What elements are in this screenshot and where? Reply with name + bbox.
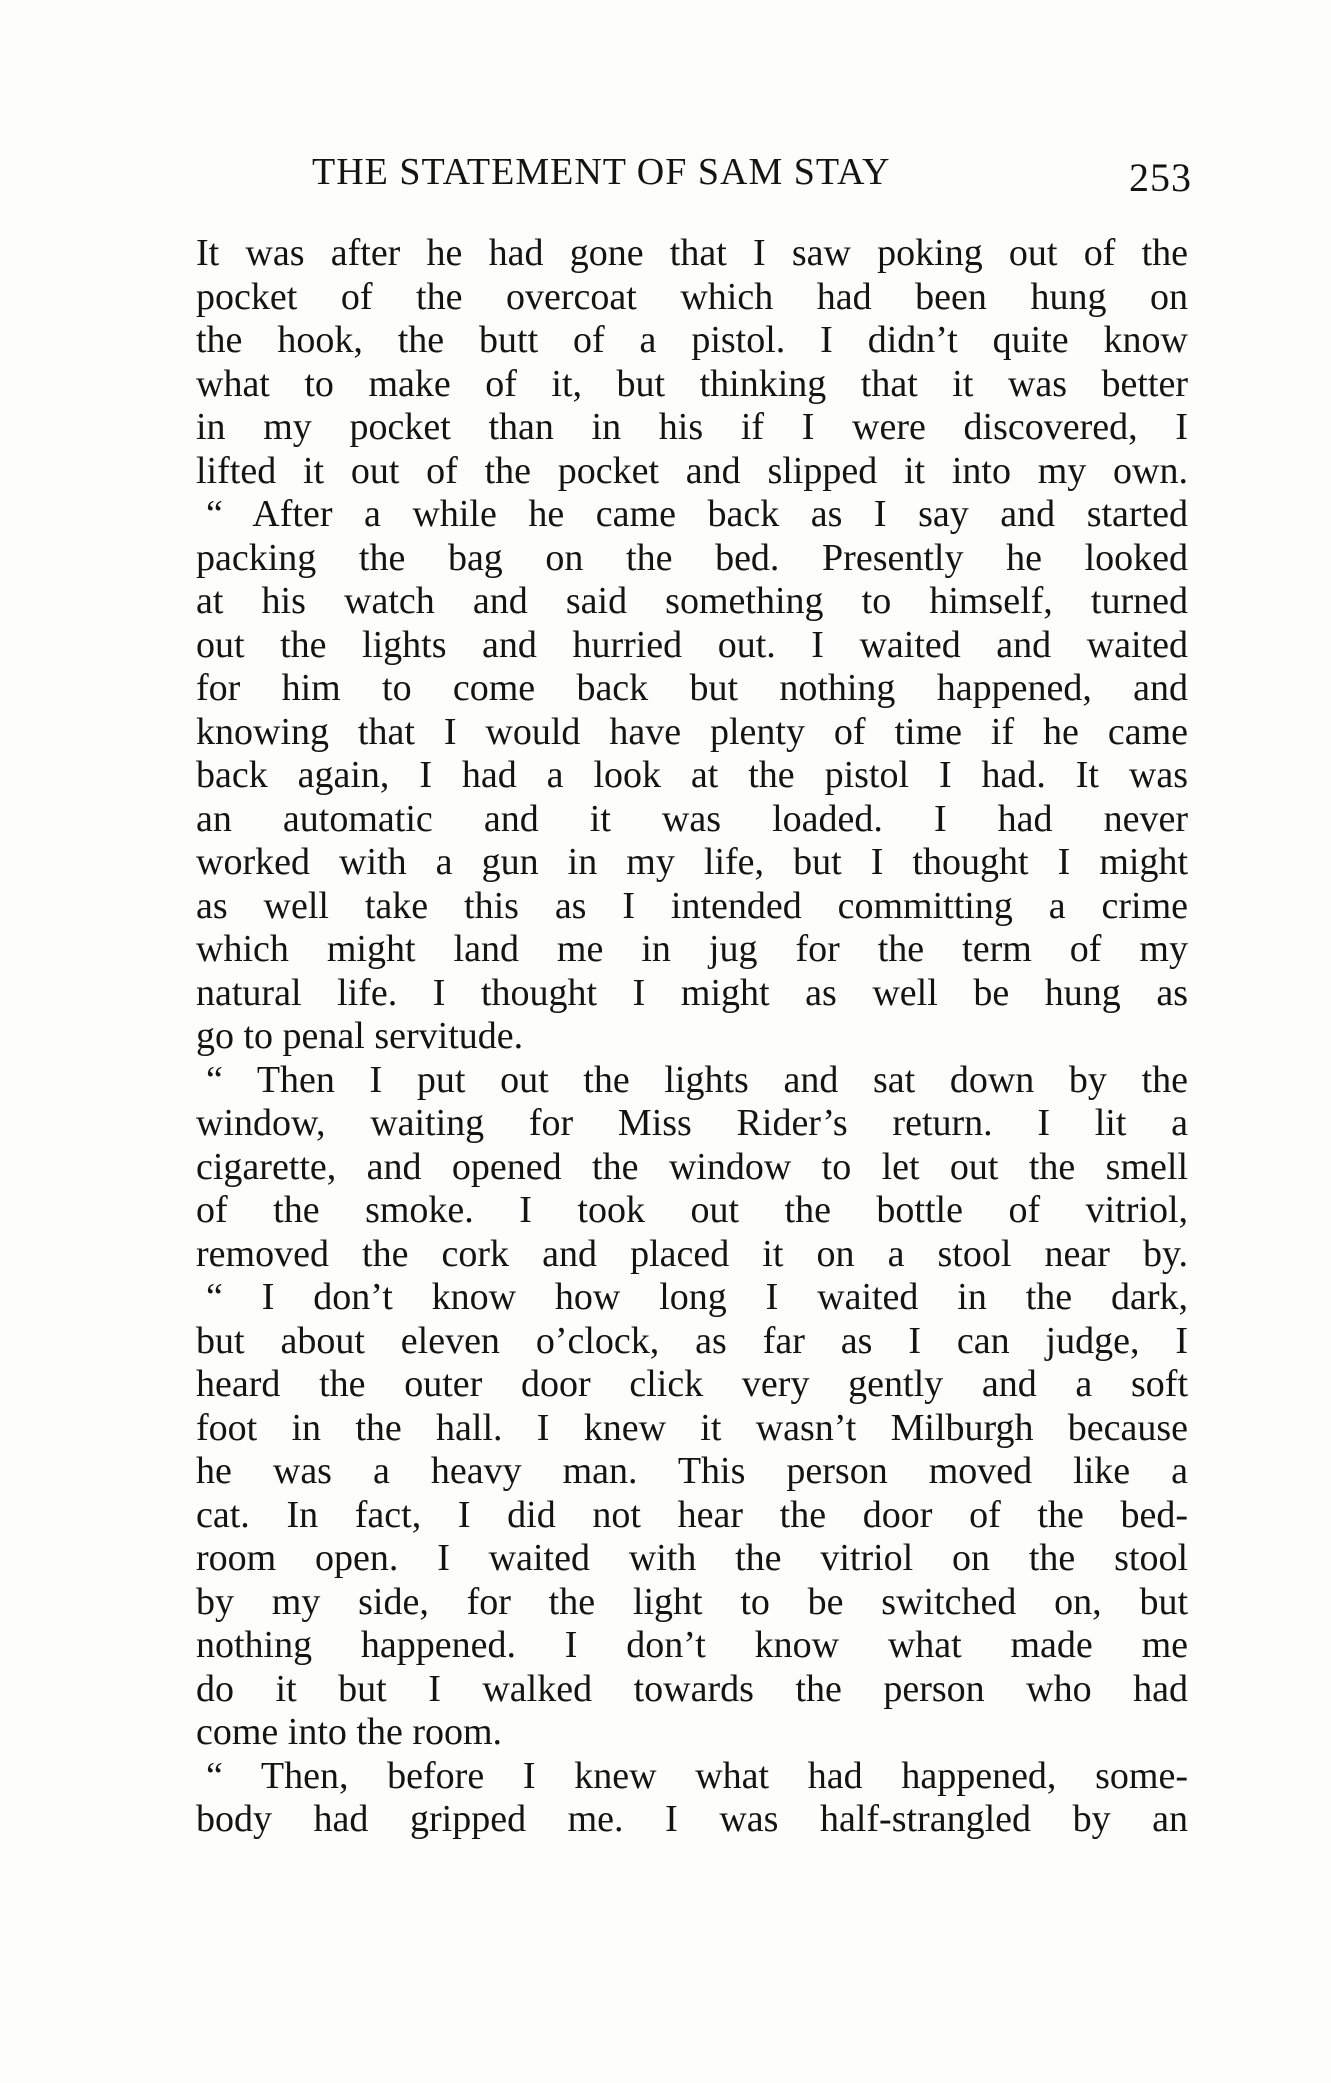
text-line: for him to come back but nothing happened, and — [196, 667, 1188, 709]
text-line: at his watch and said something to himself, turned — [196, 580, 1188, 622]
text-line: worked with a gun in my life, but I thought I might — [196, 841, 1188, 883]
text-line: It was after he had gone that I saw poking out of the — [196, 232, 1188, 274]
text-line: heard the outer door click very gently and a soft — [196, 1363, 1188, 1405]
text-line: back again, I had a look at the pistol I had. It was — [196, 754, 1188, 796]
text-line: “ Then I put out the lights and sat down by the — [206, 1058, 1188, 1101]
text-line: come into the room. — [196, 1711, 503, 1753]
text-line: an automatic and it was loaded. I had never — [196, 797, 1188, 840]
text-line: room open. I waited with the vitriol on the stool — [196, 1537, 1188, 1579]
text-line: removed the cork and placed it on a stool near by. — [196, 1232, 1188, 1275]
text-line: foot in the hall. I knew it wasn’t Milburgh because — [196, 1406, 1188, 1449]
text-line: cat. In fact, I did not hear the door of the bed- — [196, 1493, 1188, 1536]
text-line: he was a heavy man. This person moved like a — [196, 1450, 1188, 1492]
text-line: window, waiting for Miss Rider’s return. I lit a — [196, 1102, 1188, 1144]
page-number: 253 — [1129, 155, 1192, 200]
text-line: lifted it out of the pocket and slipped it into my own. — [196, 449, 1188, 492]
text-line: “ Then, before I knew what had happened, some- — [206, 1754, 1188, 1797]
text-line: cigarette, and opened the window to let out the smell — [196, 1145, 1188, 1188]
text-line: pocket of the overcoat which had been hung on — [196, 275, 1188, 318]
text-line: as well take this as I intended committing a crime — [196, 884, 1188, 927]
text-line: natural life. I thought I might as well be hung as — [196, 971, 1188, 1014]
text-line: knowing that I would have plenty of time if he came — [196, 710, 1188, 753]
text-line: what to make of it, but thinking that it was better — [196, 362, 1188, 405]
text-line: which might land me in jug for the term of my — [196, 928, 1188, 970]
text-line: do it but I walked towards the person who had — [196, 1667, 1188, 1710]
text-line: the hook, the butt of a pistol. I didn’t quite know — [196, 319, 1188, 361]
text-line: out the lights and hurried out. I waited and waited — [196, 623, 1188, 666]
text-line: of the smoke. I took out the bottle of vitriol, — [196, 1189, 1188, 1231]
text-line: body had gripped me. I was half-strangled by an — [196, 1798, 1188, 1840]
text-line: “ I don’t know how long I waited in the dark, — [206, 1276, 1188, 1318]
running-title: THE STATEMENT OF SAM STAY — [312, 151, 891, 193]
text-line: in my pocket than in his if I were discovered, I — [196, 406, 1188, 448]
text-line: by my side, for the light to be switched on, but — [196, 1580, 1188, 1623]
text-line: go to penal servitude. — [196, 1015, 524, 1057]
text-line: “ After a while he came back as I say and started — [206, 493, 1188, 535]
text-line: packing the bag on the bed. Presently he looked — [196, 536, 1188, 579]
body-text — [196, 232, 1188, 1842]
text-line: nothing happened. I don’t know what made me — [196, 1624, 1188, 1666]
text-line: but about eleven o’clock, as far as I can judge, I — [196, 1319, 1188, 1362]
